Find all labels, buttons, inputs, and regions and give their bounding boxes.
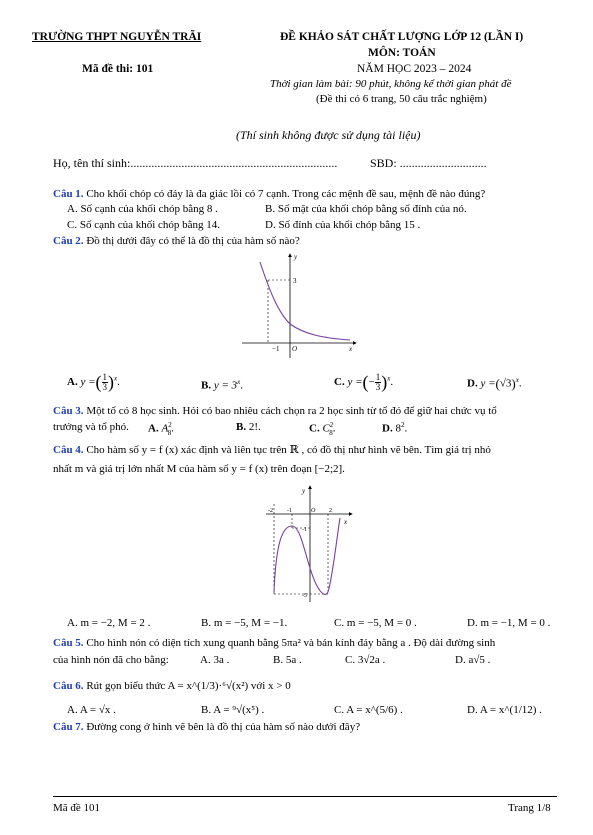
q2-a-pre: y =: [80, 376, 96, 389]
q7-stem: [53, 721, 360, 733]
q2-c-label: C.: [334, 376, 345, 389]
q2-option-a: A. y =( $\frac{1}{3}$ )$^x$.: [67, 372, 120, 392]
q4-x-label: x: [344, 518, 348, 526]
school-name: TRƯỜNG THPT NGUYỄN TRÃI: [32, 31, 202, 43]
q2-stem: [53, 235, 300, 247]
q4-option-b: B. m = −5, M = −1.: [201, 617, 288, 629]
q3-text: Một tổ có 8 học sinh. Hỏi có bao nhiêu cách chọn ra 2 học sinh từ tổ đó để giữ hai chức vụ tổ: [86, 405, 497, 417]
q4-tick-m1: -1: [287, 508, 292, 514]
q5-stem: [53, 637, 495, 649]
q2-tick-minus1: −1: [272, 345, 280, 353]
q2-c-pre: y =: [347, 376, 363, 389]
q4-y-label: y: [302, 487, 306, 495]
q1-option-a: A. Số cạnh của khối chóp bằng 8 .: [67, 203, 218, 215]
q2-x-label: x: [349, 345, 353, 353]
q2-b-label: B.: [201, 379, 212, 392]
q5-text: Cho hình nón có diện tích xung quanh bằng 5πa² và bán kính đáy bằng a . Độ dài đường sinh: [86, 637, 496, 649]
q2-a-frac: $\frac{1}{3}$: [102, 372, 108, 392]
q1-text: Cho khối chóp có đáy là đa giác lồi có 7 cạnh. Trong các mệnh đề sau, mệnh đề nào đúng?: [86, 188, 486, 200]
q6-stem: [53, 680, 291, 692]
notice: (Thí sinh không được sử dụng tài liệu): [236, 128, 421, 142]
q2-c-frac: $\frac{1}{3}$: [375, 372, 381, 392]
q5-option-a: A. 3a .: [200, 654, 230, 666]
q2-b-expr: y = 3: [213, 379, 238, 392]
q4-tick-m2: -2: [268, 508, 273, 514]
q2-origin: O: [292, 345, 298, 353]
q4-option-c: C. m = −5, M = 0 .: [334, 617, 417, 629]
q4-option-a: A. m = −2, M = 2 .: [67, 617, 151, 629]
q4-label: Câu 4.: [53, 444, 84, 456]
q4-stem-2: nhất m và giá trị lớn nhất M của hàm số y = f (x) trên đoạn [−2;2].: [53, 463, 345, 475]
q2-graph: [238, 250, 360, 362]
candidate-sbd-field: SBD: .............................: [370, 156, 487, 170]
exam-code: Mã đề thi: 101: [82, 63, 154, 75]
q2-option-c: C. y =(− $\frac{1}{3}$ )$^x$.: [334, 372, 394, 392]
q7-label: Câu 7.: [53, 721, 84, 733]
q6-option-d: D. A = x^(1/12) .: [467, 704, 542, 716]
q5-stem-2: của hình nón đã cho bằng:: [53, 654, 169, 666]
q5-option-b: B. 5a .: [273, 654, 302, 666]
q4-text: Cho hàm số y = f (x) xác định và liên tục trên ℝ , có đồ thị như hình vẽ bên. Tìm giá trị nhỏ: [86, 444, 491, 456]
q5-option-c: C. 3√2a .: [345, 654, 386, 666]
q3-option-a: A. $A^2_8$.: [148, 421, 174, 437]
q5-label: Câu 5.: [53, 637, 84, 649]
q4-stem: [53, 443, 491, 456]
q4-tick-2: 2: [329, 508, 332, 514]
q1-label: Câu 1.: [53, 188, 84, 200]
q4-tick-minus5: -5: [302, 593, 307, 599]
q3-label: Câu 3.: [53, 405, 84, 417]
q1-option-b: B. Số mặt của khối chóp bằng số đỉnh của nó.: [265, 203, 467, 215]
q6-option-c: C. A = x^(5/6) .: [334, 704, 403, 716]
q3-option-c: C. $C^2_8$.: [309, 421, 336, 437]
exam-title: ĐỀ KHẢO SÁT CHẤT LƯỢNG LỚP 12 (LẦN I): [280, 31, 524, 43]
q3-stem: [53, 405, 497, 417]
q4-tick-minus1: -1: [302, 527, 307, 533]
pages-note: (Đề thi có 6 trang, 50 câu trắc nghiệm): [316, 93, 487, 105]
q2-option-d: D. $y =(√3)^x$.: [467, 376, 522, 392]
subject: MÔN: TOÁN: [368, 47, 436, 59]
q7-text: Đường cong ở hình vẽ bên là đồ thị của hàm số nào dưới đây?: [86, 721, 361, 733]
q2-d-label: D.: [467, 377, 478, 390]
candidate-name-field: Họ, tên thí sinh:.....................................................................: [53, 156, 338, 170]
q6-text: Rút gọn biểu thức A = x^(1/3)·⁶√(x²) với x > 0: [86, 680, 291, 692]
footer-page: Trang 1/8: [508, 802, 551, 814]
q2-a-label: A.: [67, 376, 78, 389]
q2-y-label: y: [294, 253, 298, 261]
q2-tick-3: 3: [293, 277, 297, 285]
footer-code: Mã đề 101: [53, 802, 101, 814]
q3-option-d: D. $8^2$.: [382, 421, 408, 435]
q6-option-a: A. A = √x .: [67, 704, 116, 716]
duration: Thời gian làm bài: 90 phút, không kể thời gian phát đề: [270, 78, 512, 90]
q1-stem: [53, 188, 485, 200]
q5-option-d: D. a√5 .: [455, 654, 491, 666]
q4-origin: O: [311, 508, 316, 514]
q1-option-c: C. Số cạnh của khối chóp bằng 14.: [67, 219, 221, 231]
q4-graph: [262, 484, 358, 604]
q6-option-b: B. A = ⁹√(x⁵) .: [201, 704, 265, 716]
q4-option-d: D. m = −1, M = 0 .: [467, 617, 551, 629]
q2-text: Đồ thị dưới đây có thể là đồ thị của hàm số nào?: [86, 235, 300, 247]
q6-label: Câu 6.: [53, 680, 84, 692]
q1-option-d: D. Số đỉnh của khối chóp bằng 15 .: [265, 219, 421, 231]
q3-option-b: B. 2!.: [236, 421, 261, 433]
q2-label: Câu 2.: [53, 235, 84, 247]
school-year: NĂM HỌC 2023 – 2024: [357, 63, 472, 75]
footer-rule: [53, 796, 557, 797]
q2-option-b: B. $y = 3^x$.: [201, 378, 244, 392]
q2-d-pre: y =: [480, 377, 496, 390]
q3-stem-2: trưởng và tổ phó.: [53, 421, 129, 433]
